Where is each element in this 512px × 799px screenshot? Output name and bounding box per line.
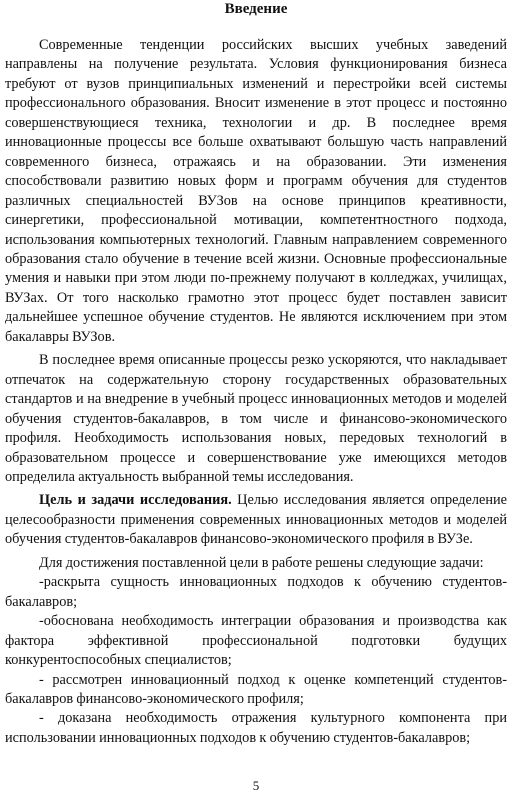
document-page: [5, 0, 507, 799]
paragraph-intro: Современные тенденции российских высших учебных заведений направлены на получение результата. Условия функционирования бизнеса требуют от вузов принципиальных изменений и перестройки всей системы профессионального образования. Вносит изменение в этот процесс и постоянно совершенствующиеся техника, технологии и др. В последнее время инновационные процессы все больше охватывают большую часть направлений современного бизнеса, отражаясь и на образовании. Эти изменения способствовали развитию новых форм и программ обучения для студентов различных специальностей ВУЗов на основе принципов креативности, синергетики, профессиональной мотивации, компетентностного подхода, использования компьютерных технологий. Главным направлением современного образования стало обучение в течение всей жизни. Основные профессиональные умения и навыки при этом люди по-прежнему получают в колледжах, училищах, ВУЗах. От того насколько грамотно этот процесс будет поставлен зависит дальнейшее успешное обучение студентов. Не являются исключением при этом бакалавры ВУЗов.: [5, 37, 507, 345]
task-item: - доказана необходимость отражения культурного компонента при использовании инновационных подходов к обучению студентов-бакалавров;: [5, 710, 507, 746]
goal-text: Целью исследования является определение целесообразности применения современных инновационных методов и моделей обучения студентов-бакалавров финансово-экономического профиля в ВУЗе.: [5, 492, 507, 548]
task-item: -обоснована необходимость интеграции образования и производства как фактора эффективной профессиональной подготовки будущих конкурентоспособных специалистов;: [5, 613, 507, 669]
page-title: Введение: [224, 1, 288, 17]
paragraph-relevance: В последнее время описанные процессы резко ускоряются, что накладывает отпечаток на содержательную сторону государственных образовательных стандартов и на внедрение в учебный процесс инновационных методов и моделей обучения студентов-бакалавров, в том числе и финансово-экономического профиля. Необходимость использования новых, передовых технологий в образовательном процессе и совершенствование уже имеющихся методов определила актуальность выбранной темы исследования.: [5, 352, 507, 485]
paragraph-goal: [5, 491, 507, 549]
page-number: 5: [252, 778, 260, 793]
goal-heading: Цель и задачи исследования.: [39, 492, 232, 509]
task-item: - рассмотрен инновационный подход к оценке компетенций студентов-бакалавров финансово-экономического профиля;: [5, 671, 507, 707]
paragraph-tasks-intro: Для достижения поставленной цели в работе решены следующие задачи:: [39, 554, 484, 571]
task-item: -раскрыта сущность инновационных подходов к обучению студентов-бакалавров;: [5, 574, 507, 610]
